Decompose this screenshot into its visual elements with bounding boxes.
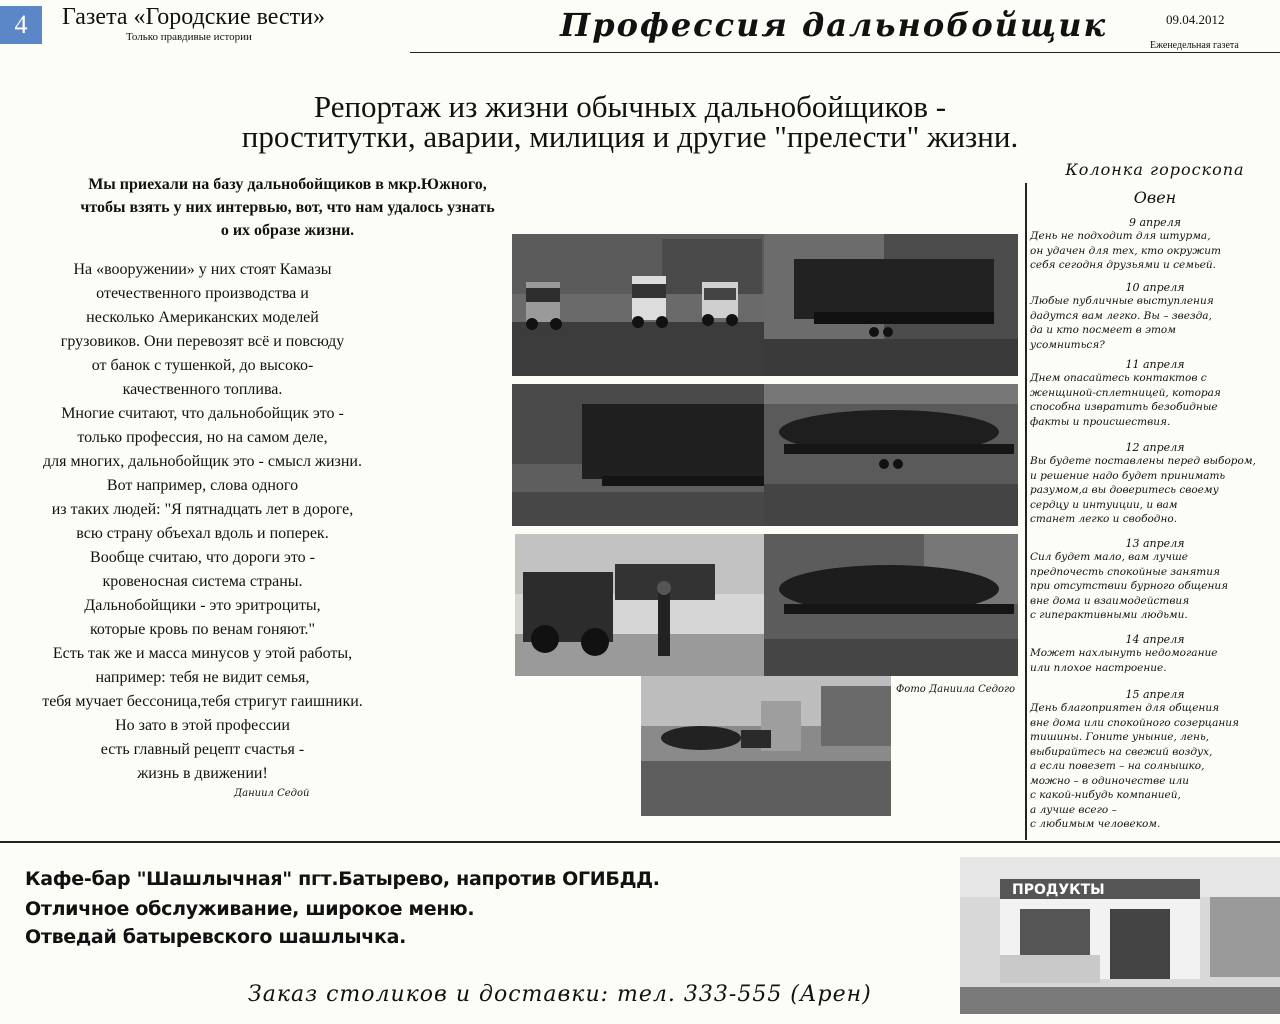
horoscope-entry-line: с какой-нибудь компанией, — [1030, 789, 1181, 801]
horoscope-entry-line: с гиперактивными людьми. — [1030, 609, 1188, 621]
photo-van-trailer — [512, 384, 764, 526]
horoscope-entry-date: 10 апреля — [1125, 281, 1185, 294]
paper-tagline: Только правдивые истории — [126, 31, 252, 43]
horoscope-entry-line: можно – в одиночестве или — [1030, 774, 1190, 787]
horoscope-entry — [1030, 537, 1280, 623]
horoscope-entry-date: 15 апреля — [1125, 688, 1185, 701]
horoscope-entry-line: тишины. Гоните уныние, лень, — [1030, 731, 1210, 743]
horoscope-entry-line: с любимым человеком. — [1030, 818, 1161, 830]
horoscope-divider — [1025, 183, 1027, 840]
horoscope-entry-line: разумом,а вы доверитесь своему — [1030, 484, 1219, 496]
article-line: которые кровь по венам гоняют." — [89, 621, 316, 638]
lead-line-1: Мы приехали на базу дальнобойщиков в мкр.Южного, — [88, 176, 487, 193]
issue-frequency: Еженедельная газета — [1150, 40, 1239, 51]
article-line: кровеносная система страны. — [102, 573, 303, 590]
horoscope-entry-date: 11 апреля — [1125, 358, 1185, 371]
horoscope-entry — [1030, 281, 1280, 352]
horoscope-sign: Овен — [1133, 188, 1177, 207]
horoscope-entry — [1030, 688, 1280, 832]
horoscope-entry-line: выбирайтесь на свежий воздух, — [1030, 745, 1213, 758]
horoscope-entry-line: а если повезет – на солнышко, — [1030, 760, 1205, 772]
section-title: Профессия дальнобойщик — [560, 6, 1108, 44]
article-line: На «вооружении» у них стоят Камазы — [73, 261, 332, 278]
horoscope-entry-line: Может нахлынуть недомогание — [1030, 647, 1218, 659]
horoscope-entry-line: Сил будет мало, вам лучше — [1030, 551, 1189, 563]
horoscope-entry-line: Вы будете поставлены перед выбором, — [1030, 455, 1256, 467]
horoscope-entry-line: себя сегодня друзьями и семьей. — [1030, 259, 1216, 271]
horoscope-entry-line: День не подходит для штурма, — [1030, 230, 1211, 242]
horoscope-entry-line: или плохое настроение. — [1030, 661, 1167, 674]
headline-line-2: проститутки, аварии, милиция и другие "прелести" жизни. — [241, 119, 1019, 154]
article-line: тебя мучает бессоница,тебя стригут гаишники. — [42, 693, 363, 710]
horoscope-entry-line: вне дома и взаимодействия — [1030, 594, 1190, 607]
ad-divider — [0, 841, 1280, 843]
article-line: отечественного производства и — [96, 285, 309, 302]
photo-trailer-wall — [764, 234, 1018, 376]
horoscope-entry-line: предпочесть спокойные занятия — [1030, 565, 1220, 578]
horoscope-entry-line: Любые публичные выступления — [1030, 295, 1214, 307]
article-line: грузовиков. Они перевозят всё и повсюду — [60, 333, 345, 350]
headline — [100, 89, 1160, 154]
ad-phone: Заказ столиков и доставки: тел. 333-555 (Арен) — [248, 982, 872, 1007]
photo-tanker-road — [641, 676, 891, 816]
article-line: всю страну объехал вдоль и поперек. — [76, 525, 329, 542]
horoscope-entry-line: Днем опасайтесь контактов с — [1030, 372, 1207, 384]
article-line: от банок с тушенкой, до высоко- — [91, 357, 314, 374]
article-line: например: тебя не видит семья, — [95, 669, 310, 686]
article-line: Вот например, слова одного — [106, 477, 299, 494]
horoscope-entry-line: женщиной-сплетницей, которая — [1030, 386, 1221, 399]
ad-line-3: Отведай батыревского шашлычка. — [25, 926, 407, 948]
article-line: из таких людей: "Я пятнадцать лет в дороге, — [51, 501, 354, 518]
article-line: Вообще считаю, что дороги это - — [90, 549, 315, 566]
horoscope-entry-date: 14 апреля — [1125, 633, 1185, 646]
shop-sign-text: ПРОДУКТЫ — [1012, 882, 1105, 898]
horoscope-title: Колонка гороскопа — [1065, 160, 1245, 179]
header-divider — [410, 52, 1280, 53]
horoscope-entry — [1030, 216, 1280, 273]
photo-shop — [960, 857, 1280, 1014]
article-line: Есть так же и масса минусов у этой работы, — [52, 645, 353, 662]
issue-date: 09.04.2012 — [1166, 12, 1225, 27]
photo-tank-trailer-1 — [764, 384, 1018, 526]
article-line: есть главный рецепт счастья - — [100, 741, 305, 758]
horoscope-entry-line: День благоприятен для общения — [1030, 702, 1220, 714]
photo-truck-driver — [515, 534, 764, 676]
horoscope-entry — [1030, 633, 1280, 675]
horoscope-entry-line: он удачен для тех, кто окружит — [1030, 244, 1221, 257]
lead-line-3: о их образе жизни. — [220, 222, 355, 239]
horoscope-entry-line: сердцу и интуиции, и вам — [1030, 498, 1178, 511]
article-body — [10, 258, 395, 786]
horoscope-entry-line: а лучше всего – — [1030, 803, 1117, 816]
article-lead — [40, 173, 535, 242]
article-line: несколько Американских моделей — [86, 309, 319, 326]
article-line: только профессия, но на самом деле, — [77, 429, 328, 446]
article-line: жизнь в движении! — [137, 765, 268, 782]
horoscope-entry-line: и решение надо будет принимать — [1030, 469, 1226, 482]
article-line: для многих, дальнобойщик это - смысл жизни. — [43, 453, 362, 470]
horoscope-entry-date: 13 апреля — [1125, 537, 1185, 550]
page-number: 4 — [0, 6, 42, 44]
horoscope-entry-line: способна извратить безобидные — [1030, 401, 1218, 413]
article-author: Даниил Седой — [234, 788, 310, 799]
horoscope-entry-line: усомниться? — [1030, 338, 1105, 351]
horoscope-entry-date: 9 апреля — [1129, 216, 1181, 229]
paper-name: Газета «Городские вести» — [62, 4, 326, 30]
horoscope-entry-line: станет легко и свободно. — [1030, 513, 1178, 525]
photo-tank-trailer-2 — [764, 534, 1018, 676]
article-line: качественного топлива. — [122, 381, 283, 398]
horoscope-entry — [1030, 441, 1280, 527]
horoscope-entry-line: вне дома или спокойного созерцания — [1030, 716, 1240, 729]
photo-trucks-yard — [512, 234, 764, 376]
horoscope-entry-line: при отсутствии бурного общения — [1030, 580, 1229, 592]
photo-credit: Фото Даниила Седого — [896, 684, 1016, 695]
ad-line-1: Кафе-бар "Шашлычная" пгт.Батырево, напротив ОГИБДД. — [25, 868, 660, 890]
headline-line-1: Репортаж из жизни обычных дальнобойщиков - — [313, 89, 947, 124]
ad-line-2: Отличное обслуживание, широкое меню. — [25, 898, 475, 920]
horoscope-entry — [1030, 358, 1280, 429]
horoscope-entry-line: дадутся вам легко. Вы – звезда, — [1030, 309, 1212, 322]
horoscope-entry-date: 12 апреля — [1125, 441, 1185, 454]
lead-line-2: чтобы взять у них интервью, вот, что нам удалось узнать — [80, 199, 495, 216]
horoscope-entry-line: факты и происшествия. — [1030, 415, 1171, 428]
article-line: Но зато в этой профессии — [115, 717, 290, 734]
horoscope-entry-line: да и кто посмеет в этом — [1030, 324, 1176, 336]
article-line: Дальнобойщики - это эритроциты, — [84, 597, 321, 614]
article-line: Многие считают, что дальнобойщик это - — [61, 405, 344, 422]
